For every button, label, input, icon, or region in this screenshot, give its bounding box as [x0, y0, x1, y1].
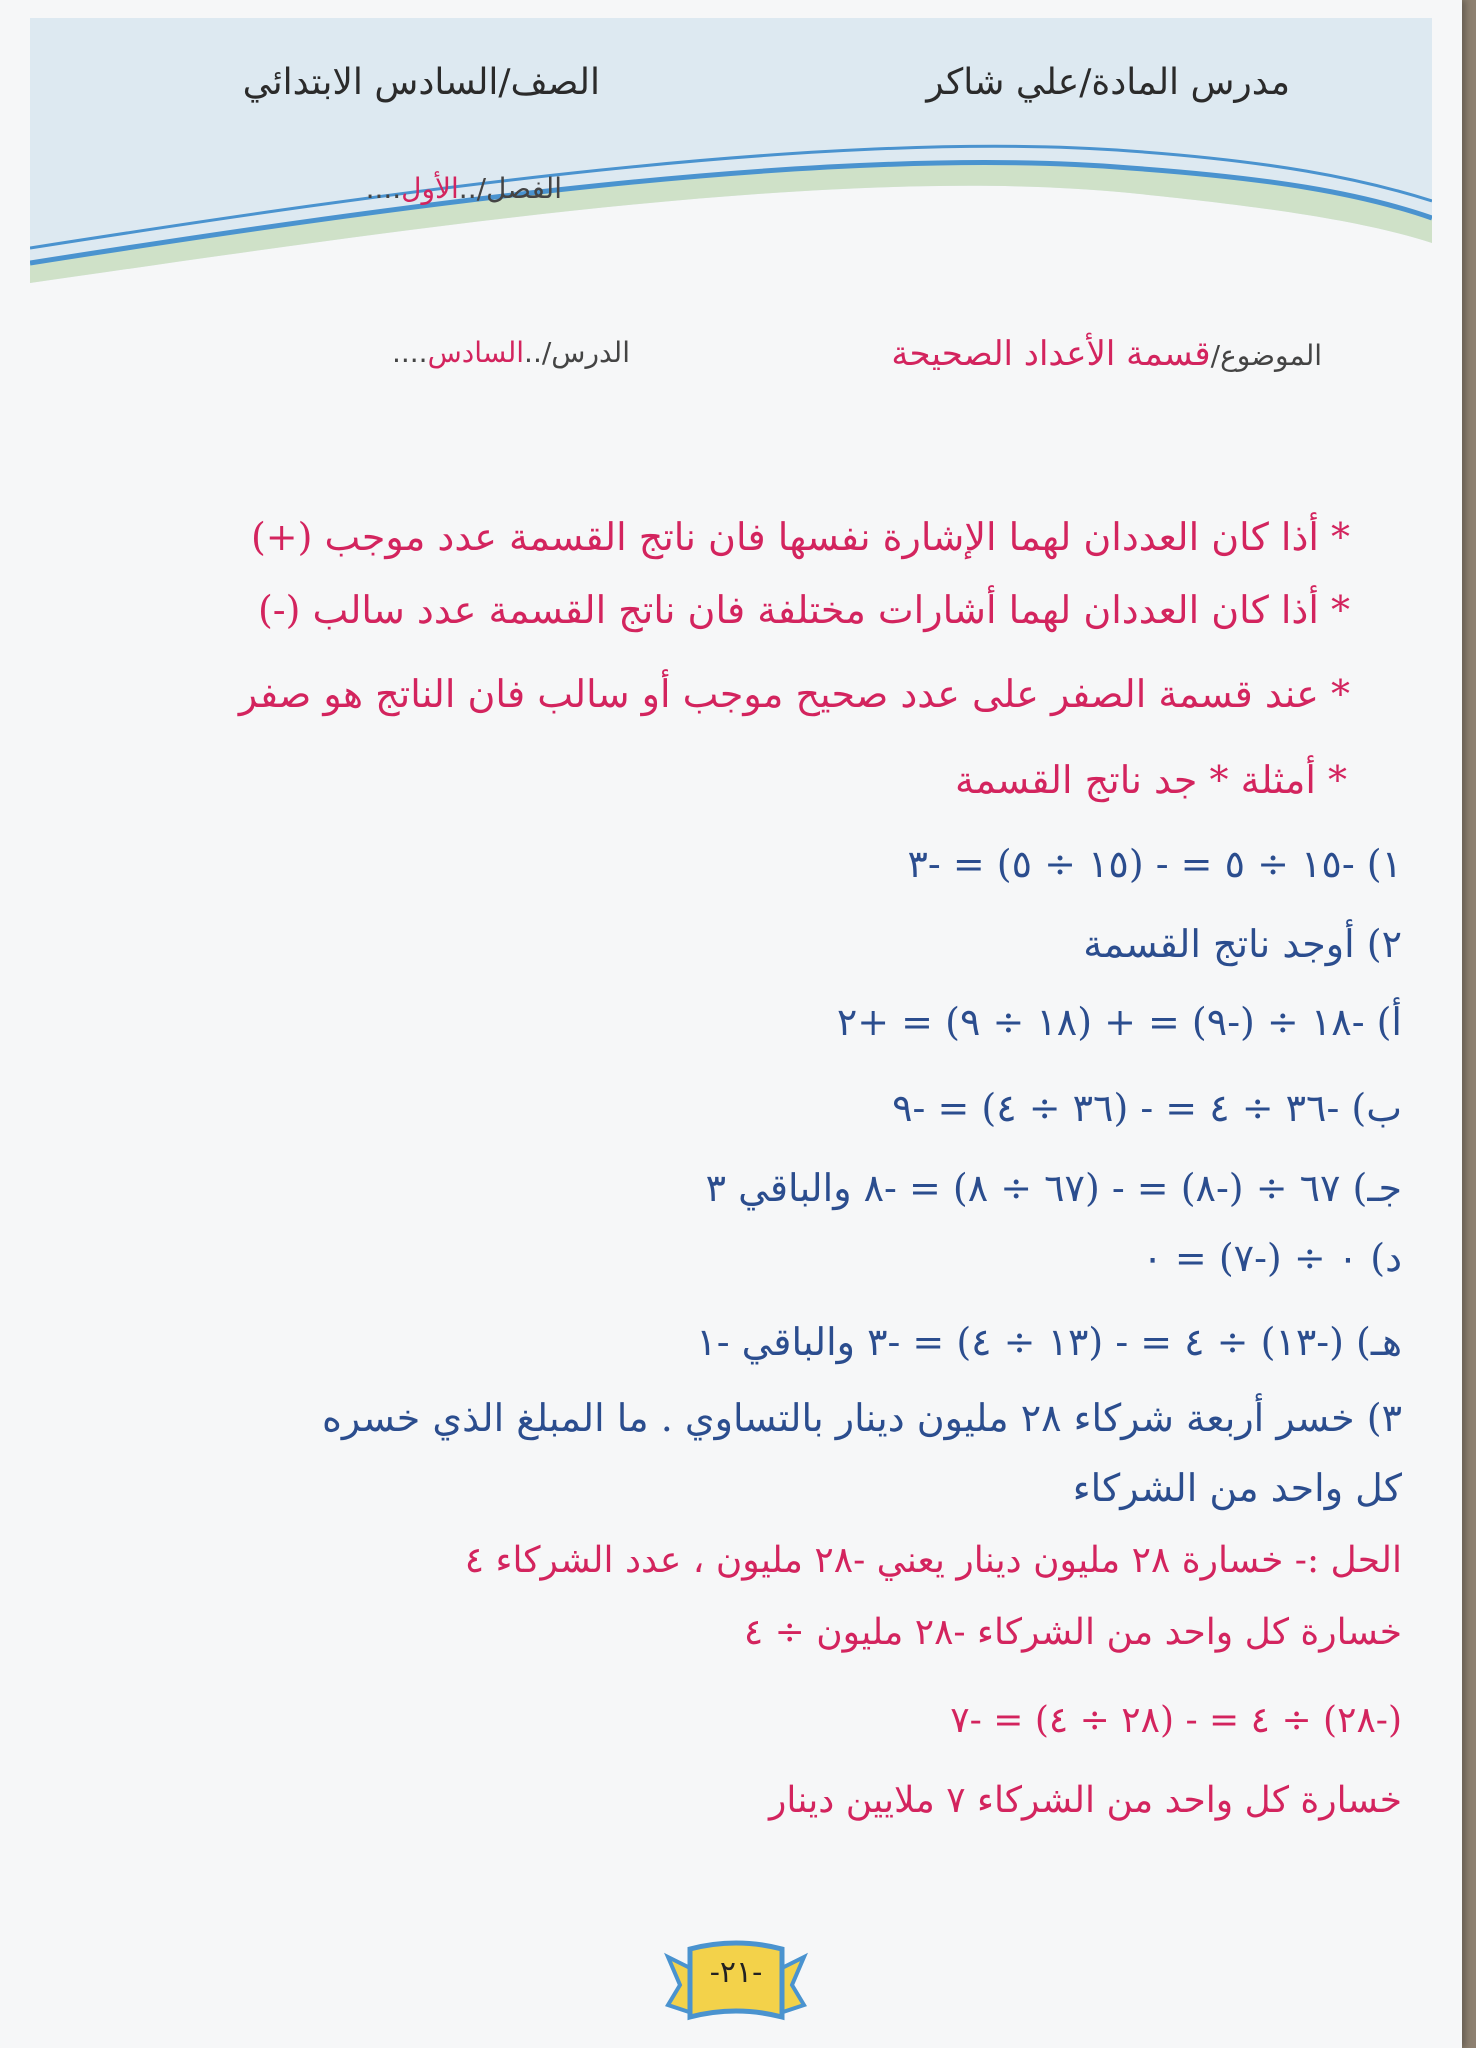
teacher-name: مدرس المادة/علي شاكر	[926, 62, 1290, 103]
topic-value: قسمة الأعداد الصحيحة	[891, 334, 1211, 374]
example-line: جـ) ٦٧ ÷ (-٨) = - (٦٧ ÷ ٨) = -٨ والباقي ٣	[705, 1166, 1402, 1210]
example-line: أ) -١٨ ÷ (-٩) = + (١٨ ÷ ٩) = +٢	[836, 1000, 1402, 1044]
solution-line: خسارة كل واحد من الشركاء -٢٨ مليون ÷ ٤	[743, 1612, 1402, 1653]
chapter-field	[366, 172, 562, 205]
lesson-label: الدرس/..	[524, 336, 630, 369]
solution-line: خسارة كل واحد من الشركاء ٧ ملايين دينار	[769, 1780, 1402, 1821]
page-number: -٢١-	[709, 1955, 763, 1990]
rule-line: * أذا كان العددان لهما أشارات مختلفة فان ناتج القسمة عدد سالب (-)	[257, 588, 1350, 632]
chapter-dots: ....	[365, 172, 402, 205]
solution-line: (-٢٨) ÷ ٤ = - (٢٨ ÷ ٤) = -٧	[950, 1700, 1402, 1741]
example-line: ١) -١٥ ÷ ٥ = - (١٥ ÷ ٥) = -٣	[907, 842, 1402, 886]
grade-label: الصف/السادس الابتدائي	[242, 62, 600, 103]
examples-title: * أمثلة * جد ناتج القسمة	[954, 758, 1347, 802]
problem-line: ٣) خسر أربعة شركاء ٢٨ مليون دينار بالتساوي . ما المبلغ الذي خسره	[322, 1396, 1402, 1440]
example-line: د) ٠ ÷ (-٧) = ٠	[1142, 1236, 1402, 1280]
lesson-value: السادس	[427, 336, 525, 369]
rule-line: * أذا كان العددان لهما الإشارة نفسها فان ناتج القسمة عدد موجب (+)	[250, 515, 1350, 559]
example-line: ب) -٣٦ ÷ ٤ = - (٣٦ ÷ ٤) = -٩	[892, 1086, 1402, 1130]
rule-line: * عند قسمة الصفر على عدد صحيح موجب أو سالب فان الناتج هو صفر	[238, 672, 1350, 716]
lesson-dots: ....	[391, 336, 428, 369]
page-number-badge	[662, 1935, 810, 2027]
topic-label: الموضوع/	[1210, 339, 1322, 372]
solution-line: الحل :- خسارة ٢٨ مليون دينار يعني -٢٨ مليون ، عدد الشركاء ٤	[464, 1540, 1402, 1581]
chapter-label: الفصل/..	[458, 172, 562, 205]
example-line: هـ) (-١٣) ÷ ٤ = - (١٣ ÷ ٤) = -٣ والباقي -١	[696, 1320, 1402, 1364]
example-line: ٢) أوجد ناتج القسمة	[1083, 922, 1402, 966]
lesson-field	[392, 336, 630, 369]
chapter-value: الأول	[401, 172, 459, 205]
topic-field	[891, 334, 1322, 374]
problem-line: كل واحد من الشركاء	[1072, 1466, 1402, 1510]
